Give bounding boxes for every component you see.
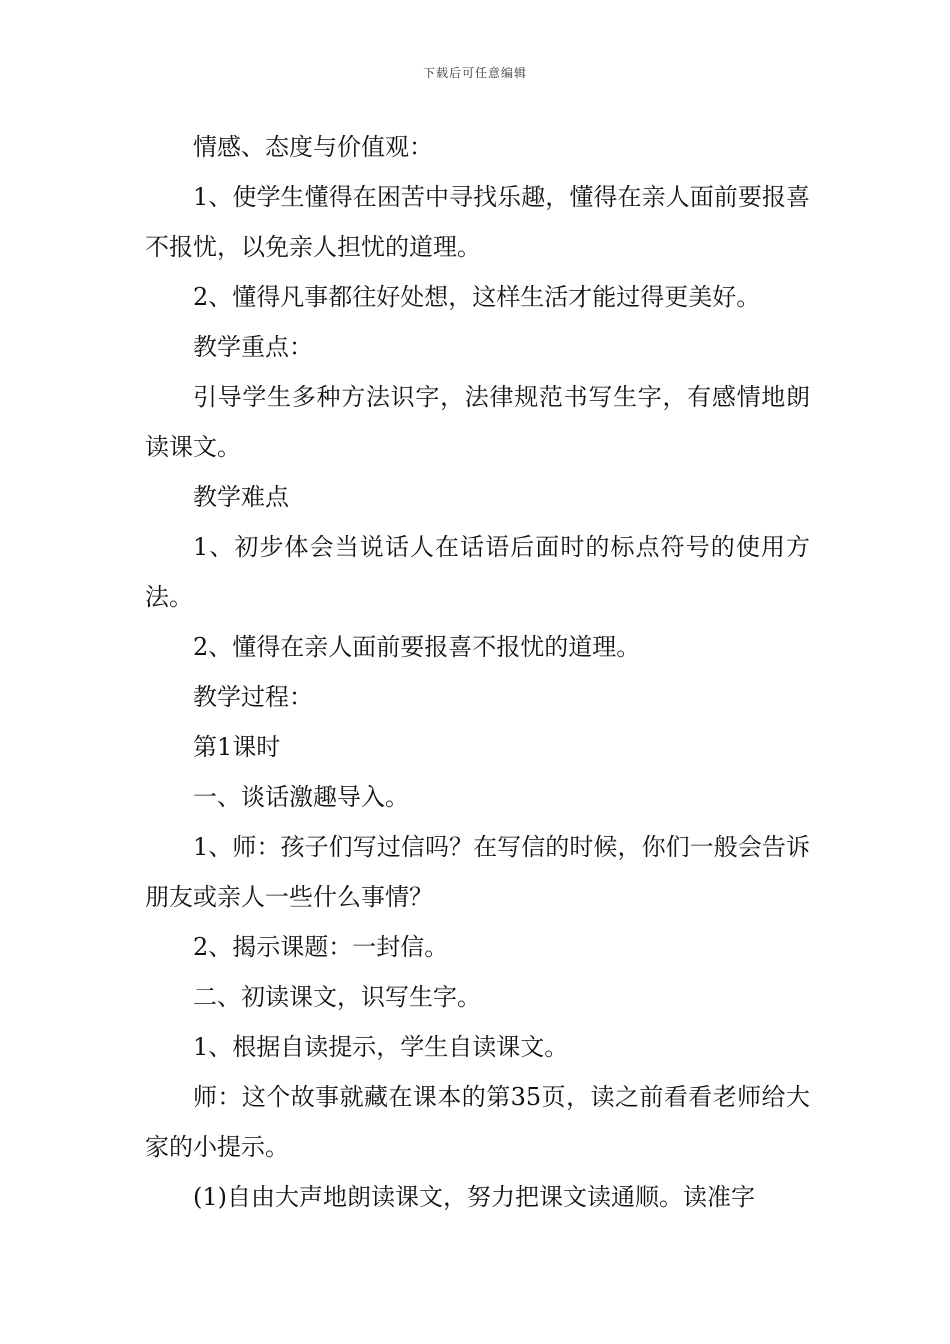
paragraph: 教学重点： [193,333,313,361]
paragraph: 1、初步体会当说话人在话语后面时的标点符号的使用方法。 [145,533,810,611]
paragraph: 情感、态度与价值观： [193,133,433,161]
document-body [145,122,810,1222]
paragraph: (1)自由大声地朗读课文，努力把课文读通顺。读准字 [193,1183,755,1211]
page-header-note: 下载后可任意编辑 [422,66,527,80]
paragraph: 教学过程： [193,683,313,711]
paragraph: 1、师：孩子们写过信吗？在写信的时候，你们一般会告诉朋友或亲人一些什么事情？ [145,833,810,911]
paragraph: 师：这个故事就藏在课本的第35页，读之前看看老师给大家的小提示。 [145,1083,810,1161]
paragraph: 教学难点 [193,483,289,511]
paragraph: 1、根据自读提示，学生自读课文。 [193,1033,569,1061]
paragraph: 1、使学生懂得在困苦中寻找乐趣，懂得在亲人面前要报喜不报忧，以免亲人担忧的道理。 [145,183,810,261]
paragraph: 一、谈话激趣导入。 [193,783,409,811]
paragraph: 二、初读课文，识写生字。 [193,983,481,1011]
paragraph: 2、懂得凡事都往好处想，这样生活才能过得更美好。 [193,283,761,311]
paragraph: 2、懂得在亲人面前要报喜不报忧的道理。 [193,633,641,661]
paragraph: 2、揭示课题：一封信。 [193,933,449,961]
paragraph: 引导学生多种方法识字，法律规范书写生字，有感情地朗读课文。 [145,383,810,461]
paragraph: 第1课时 [193,733,281,761]
